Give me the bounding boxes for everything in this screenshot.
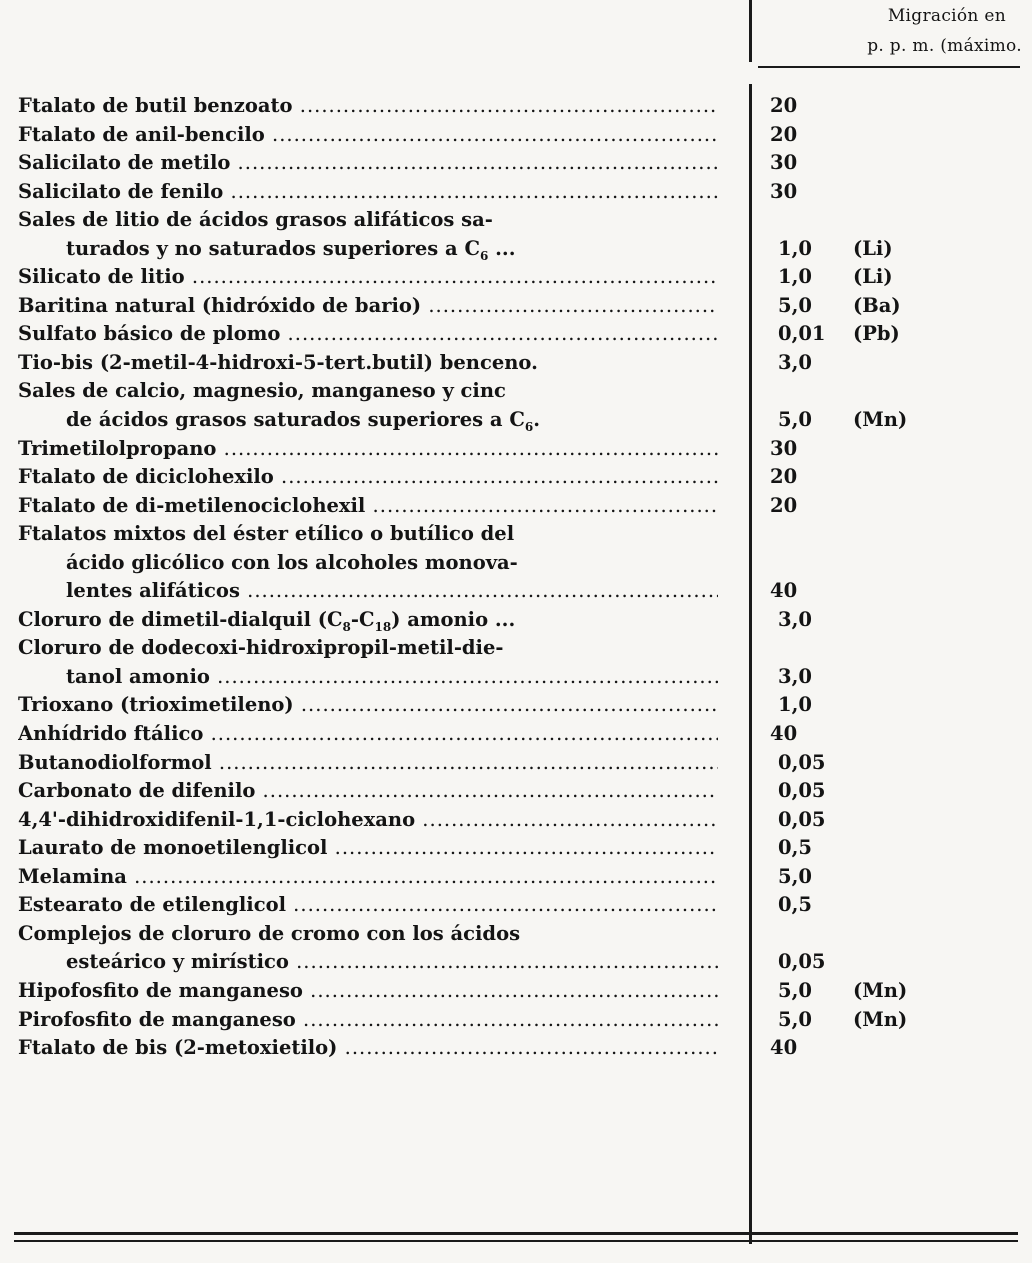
table-row bbox=[0, 806, 1032, 835]
migration-value: 0,01 bbox=[778, 322, 826, 346]
migration-value: 5,0 bbox=[778, 1007, 812, 1031]
migration-value: 1,0 bbox=[778, 693, 812, 717]
migration-value: 3,0 bbox=[778, 664, 812, 688]
table-row bbox=[0, 606, 1032, 635]
migration-value: 40 bbox=[770, 579, 798, 603]
table-row bbox=[0, 377, 1032, 406]
substance-name: lentes alifáticos ..... bbox=[66, 577, 718, 606]
migration-value: 0,05 bbox=[778, 779, 826, 803]
table-row bbox=[0, 834, 1032, 863]
table-row bbox=[0, 406, 1032, 435]
table-row bbox=[0, 435, 1032, 464]
element-unit: (Ba) bbox=[853, 293, 901, 317]
substance-name: Estearato de etilenglicol ..... bbox=[18, 891, 718, 920]
substance-name: Hipofosfito de manganeso ..... bbox=[18, 977, 718, 1006]
header-rule bbox=[758, 66, 1020, 68]
table-row bbox=[0, 720, 1032, 749]
table-row bbox=[0, 263, 1032, 292]
table-row bbox=[0, 149, 1032, 178]
table-row bbox=[0, 121, 1032, 150]
substance-name: Sales de calcio, magnesio, manganeso y cinc bbox=[18, 379, 506, 403]
migration-value: 1,0 bbox=[778, 236, 812, 260]
substance-name: Sulfato básico de plomo ..... bbox=[18, 320, 718, 349]
substance-name: Salicilato de metilo ..... bbox=[18, 149, 718, 178]
substance-name: Ftalato de diciclohexilo ..... bbox=[18, 463, 718, 492]
substance-name: Anhídrido ftálico ..... bbox=[18, 720, 718, 749]
migration-value: 40 bbox=[770, 722, 798, 746]
migration-value: 20 bbox=[770, 465, 798, 489]
migration-value: 5,0 bbox=[778, 408, 812, 432]
migration-value: 0,05 bbox=[778, 950, 826, 974]
table-row bbox=[0, 349, 1032, 378]
table-row bbox=[0, 577, 1032, 606]
migration-value: 3,0 bbox=[778, 350, 812, 374]
substance-name: Cloruro de dodecoxi-hidroxipropil-metil-die- bbox=[18, 636, 504, 660]
substance-name: Tio-bis (2-metil-4-hidroxi-5-tert.butil) benceno. bbox=[18, 350, 538, 374]
substance-name: Ftalato de anil-bencilo ..... bbox=[18, 121, 718, 150]
substance-name: Ftalato de bis (2-metoxietilo) ..... bbox=[18, 1034, 718, 1063]
table-row bbox=[0, 663, 1032, 692]
substance-name: de ácidos grasos saturados superiores a $C_6$. bbox=[66, 408, 540, 434]
migration-value: 0,5 bbox=[778, 836, 812, 860]
substance-name: Melamina ..... bbox=[18, 863, 718, 892]
table-row bbox=[0, 691, 1032, 720]
element-unit: (Mn) bbox=[853, 408, 908, 432]
substance-name: Cloruro de dimetil-dialquil $(C_8-C_{18})$ amonio ... bbox=[18, 607, 516, 634]
migration-value: 30 bbox=[770, 179, 798, 203]
table-row bbox=[0, 492, 1032, 521]
table-row bbox=[0, 549, 1032, 578]
substance-name: turados y no saturados superiores a $C_6$ ... bbox=[66, 236, 516, 263]
substance-name: Trioxano (trioximetileno) ..... bbox=[18, 691, 718, 720]
table-row bbox=[0, 920, 1032, 949]
substance-name: Salicilato de fenilo ..... bbox=[18, 178, 718, 207]
migration-value: 30 bbox=[770, 436, 798, 460]
table-row bbox=[0, 320, 1032, 349]
substance-name: 4,4'-dihidroxidifenil-1,1-ciclohexano ..... bbox=[18, 806, 718, 835]
migration-value: 5,0 bbox=[778, 293, 812, 317]
substance-name: Laurato de monoetilenglicol ..... bbox=[18, 834, 718, 863]
substance-name: Butanodiolformol ..... bbox=[18, 749, 718, 778]
substance-name: esteárico y mirístico ..... bbox=[66, 948, 718, 977]
element-unit: (Li) bbox=[853, 236, 893, 260]
substance-name: Carbonato de difenilo ..... bbox=[18, 777, 718, 806]
element-unit: (Pb) bbox=[853, 322, 900, 346]
element-unit: (Mn) bbox=[853, 978, 908, 1002]
table-row bbox=[0, 206, 1032, 235]
column-divider-top bbox=[749, 0, 752, 62]
migration-value: 3,0 bbox=[778, 607, 812, 631]
substance-table bbox=[0, 92, 1032, 1063]
migration-value: 1,0 bbox=[778, 265, 812, 289]
migration-value: 0,5 bbox=[778, 893, 812, 917]
table-row bbox=[0, 1006, 1032, 1035]
substance-name: Complejos de cloruro de cromo con los ácidos bbox=[18, 921, 521, 945]
migration-value: 5,0 bbox=[778, 864, 812, 888]
element-unit: (Mn) bbox=[853, 1007, 908, 1031]
table-row bbox=[0, 520, 1032, 549]
element-unit: (Li) bbox=[853, 265, 893, 289]
substance-name: Ftalato de di-metilenociclohexil ..... bbox=[18, 492, 718, 521]
substance-name: Sales de litio de ácidos grasos alifáticos sa- bbox=[18, 208, 493, 232]
bottom-rule-thick bbox=[14, 1232, 1018, 1235]
table-row bbox=[0, 749, 1032, 778]
bottom-rule-thin bbox=[14, 1240, 1018, 1242]
table-row bbox=[0, 235, 1032, 264]
table-row bbox=[0, 634, 1032, 663]
migration-value: 0,05 bbox=[778, 750, 826, 774]
table-row bbox=[0, 292, 1032, 321]
table-row bbox=[0, 178, 1032, 207]
table-row bbox=[0, 948, 1032, 977]
table-row bbox=[0, 92, 1032, 121]
substance-name: Silicato de litio ..... bbox=[18, 263, 718, 292]
table-row bbox=[0, 891, 1032, 920]
migration-value: 40 bbox=[770, 1036, 798, 1060]
substance-name: Trimetilolpropano ..... bbox=[18, 435, 718, 464]
column-header-line-1: Migración en bbox=[887, 6, 1006, 26]
substance-name: Ftalatos mixtos del éster etílico o butílico del bbox=[18, 522, 515, 546]
migration-value: 20 bbox=[770, 493, 798, 517]
table-row bbox=[0, 977, 1032, 1006]
migration-value: 5,0 bbox=[778, 978, 812, 1002]
table-row bbox=[0, 863, 1032, 892]
substance-name: ácido glicólico con los alcoholes monova- bbox=[66, 550, 518, 574]
substance-name: Pirofosfito de manganeso ..... bbox=[18, 1006, 718, 1035]
migration-value: 0,05 bbox=[778, 807, 826, 831]
migration-value: 20 bbox=[770, 122, 798, 146]
migration-value: 20 bbox=[770, 94, 798, 117]
substance-name: Baritina natural (hidróxido de bario) ..... bbox=[18, 292, 718, 321]
table-row bbox=[0, 777, 1032, 806]
table-row bbox=[0, 463, 1032, 492]
column-header-line-2: p. p. m. (máximo. bbox=[867, 36, 1022, 56]
table-row bbox=[0, 1034, 1032, 1063]
migration-value: 30 bbox=[770, 151, 798, 175]
substance-name: tanol amonio ..... bbox=[66, 663, 718, 692]
substance-name: Ftalato de butil benzoato ..... bbox=[18, 92, 718, 121]
